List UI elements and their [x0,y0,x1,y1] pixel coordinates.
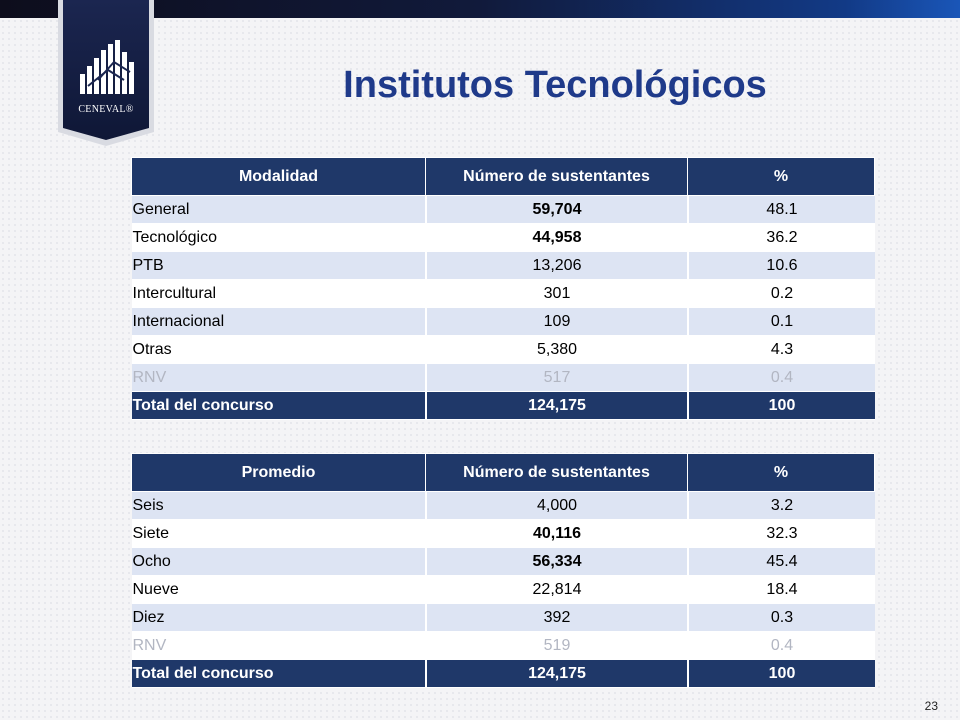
row-percent: 0.4 [688,632,875,660]
row-percent: 0.4 [688,364,875,392]
row-percent: 18.4 [688,576,875,604]
table-row [132,604,875,632]
row-label: Nueve [132,576,426,604]
page-title: Institutos Tecnológicos [343,64,767,106]
row-count: 301 [426,280,688,308]
row-percent: 0.2 [688,280,875,308]
row-label: Seis [132,492,426,520]
total-row [132,392,875,420]
row-percent: 45.4 [688,548,875,576]
row-percent: 48.1 [688,196,875,224]
row-count: 517 [426,364,688,392]
table-row [132,548,875,576]
column-header: % [688,454,875,492]
row-label: Tecnológico [132,224,426,252]
row-label: Intercultural [132,280,426,308]
table-row [132,252,875,280]
row-percent: 10.6 [688,252,875,280]
row-percent: 0.1 [688,308,875,336]
column-header: Número de sustentantes [426,454,688,492]
row-label: Otras [132,336,426,364]
table-row [132,224,875,252]
row-count: 59,704 [426,196,688,224]
row-label: RNV [132,632,426,660]
total-label: Total del concurso [132,660,426,688]
modalidad-table [131,157,875,420]
table-row [132,364,875,392]
row-label: Ocho [132,548,426,576]
row-count: 5,380 [426,336,688,364]
table-row [132,520,875,548]
row-percent: 0.3 [688,604,875,632]
row-count: 519 [426,632,688,660]
table-row [132,196,875,224]
total-count: 124,175 [426,660,688,688]
row-count: 4,000 [426,492,688,520]
total-percent: 100 [688,392,875,420]
row-label: PTB [132,252,426,280]
row-label: Siete [132,520,426,548]
table-row [132,280,875,308]
row-count: 22,814 [426,576,688,604]
column-header: Número de sustentantes [426,158,688,196]
column-header: Modalidad [132,158,426,196]
row-percent: 3.2 [688,492,875,520]
table-row [132,336,875,364]
promedio-table [131,453,875,688]
row-percent: 36.2 [688,224,875,252]
row-label: Internacional [132,308,426,336]
row-count: 109 [426,308,688,336]
row-label: RNV [132,364,426,392]
total-percent: 100 [688,660,875,688]
row-label: General [132,196,426,224]
row-percent: 32.3 [688,520,875,548]
column-header: % [688,158,875,196]
total-count: 124,175 [426,392,688,420]
row-count: 44,958 [426,224,688,252]
table-header-row [132,158,875,196]
table-row [132,492,875,520]
logo-text: CENEVAL® [78,104,134,115]
row-count: 13,206 [426,252,688,280]
total-label: Total del concurso [132,392,426,420]
column-header: Promedio [132,454,426,492]
row-label: Diez [132,604,426,632]
table-row [132,576,875,604]
row-count: 56,334 [426,548,688,576]
row-count: 392 [426,604,688,632]
row-count: 40,116 [426,520,688,548]
page-number: 23 [924,699,938,713]
table-row [132,632,875,660]
total-row [132,660,875,688]
table-header-row [132,454,875,492]
row-percent: 4.3 [688,336,875,364]
table-row [132,308,875,336]
